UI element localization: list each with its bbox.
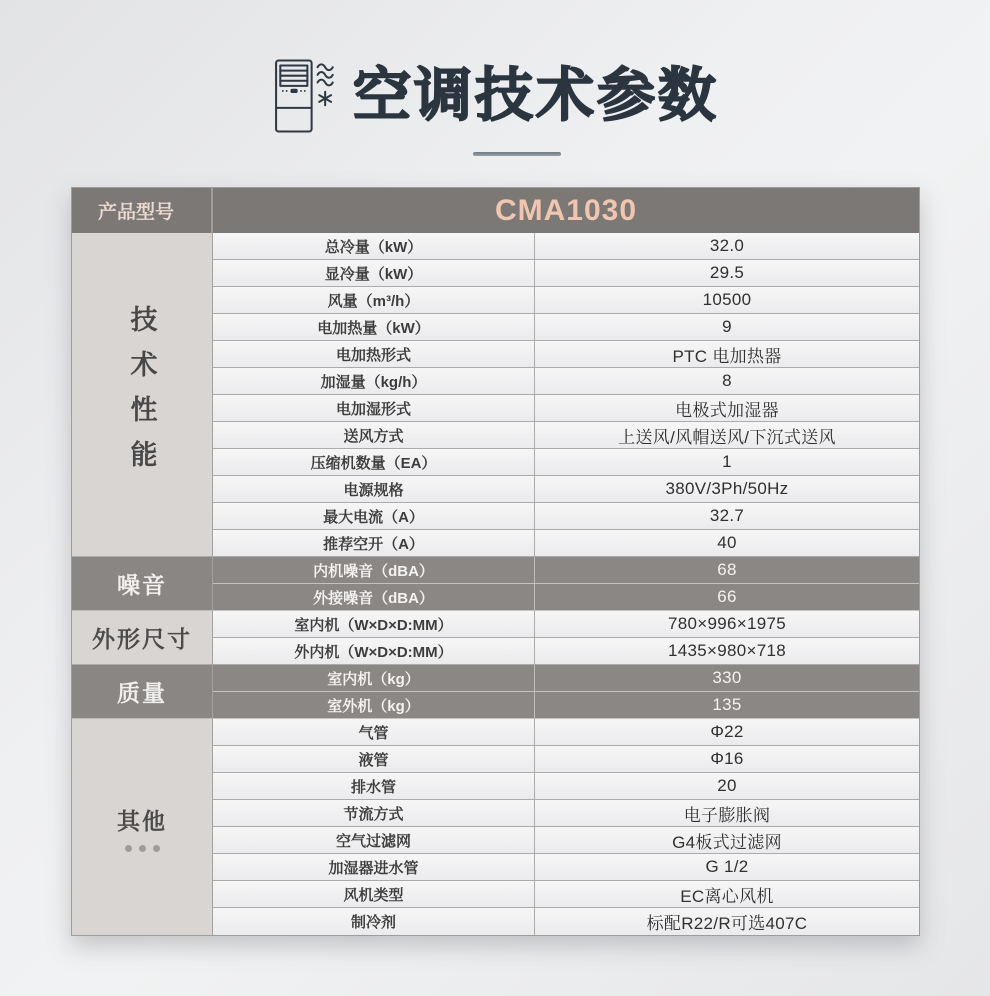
table-row [213, 719, 919, 746]
spec-label: 送风方式 [213, 422, 535, 448]
spec-value: 32.7 [709, 506, 745, 525]
section-noise-rows [213, 557, 919, 611]
table-row [213, 368, 919, 395]
table-row [213, 530, 919, 557]
spec-value: 330 [712, 668, 742, 687]
spec-value: 1435×980×718 [667, 641, 786, 660]
table-row [213, 746, 919, 773]
spec-label: 加湿量（kg/h） [213, 368, 535, 394]
table-row [213, 692, 919, 719]
product-model-label: 产品型号 [72, 188, 213, 233]
section-other-rows [213, 719, 919, 935]
table-row [213, 395, 919, 422]
table-row [213, 881, 919, 908]
section-label: 噪音 [117, 572, 167, 598]
table-row [213, 314, 919, 341]
floor-standing-ac-icon [271, 56, 337, 136]
spec-label: 显冷量（kW） [213, 260, 535, 286]
table-row [213, 422, 919, 449]
table-row [213, 665, 919, 692]
spec-label: 内机噪音（dBA） [213, 557, 535, 583]
spec-label: 总冷量（kW） [213, 233, 535, 259]
table-row [213, 233, 919, 260]
spec-label: 外内机（W×D×D:MM） [213, 638, 535, 664]
spec-label: 空气过滤网 [213, 827, 535, 853]
spec-value: G4板式过滤网 [672, 832, 782, 852]
section-dimensions-rows [213, 611, 919, 665]
title-underline [473, 152, 561, 156]
spec-label: 推荐空开（A） [213, 530, 535, 556]
spec-label: 风机类型 [213, 881, 535, 907]
spec-value: 40 [717, 533, 737, 552]
spec-label: 节流方式 [213, 800, 535, 826]
table-header-row [72, 188, 919, 233]
spec-value: 电极式加湿器 [675, 400, 779, 420]
section-cell-tech [72, 233, 212, 557]
spec-value: 66 [717, 587, 737, 606]
section-label: 外形尺寸 [92, 626, 192, 652]
spec-label: 室内机（W×D×D:MM） [213, 611, 535, 637]
spec-value: 1 [722, 452, 732, 471]
product-model-value: CMA1030 [494, 193, 638, 227]
section-label: 质量 [117, 680, 167, 706]
spec-label: 液管 [213, 746, 535, 772]
spec-label: 外接噪音（dBA） [213, 584, 535, 610]
table-row [213, 341, 919, 368]
table-row [213, 908, 919, 935]
table-row [213, 557, 919, 584]
spec-rows [213, 233, 919, 935]
table-row [213, 584, 919, 611]
section-cell-dimensions [72, 611, 212, 665]
section-weight-rows [213, 665, 919, 719]
table-row [213, 638, 919, 665]
spec-label: 电源规格 [213, 476, 535, 502]
spec-label: 加湿器进水管 [213, 854, 535, 880]
spec-value: G 1/2 [705, 857, 749, 876]
spec-label: 风量（m³/h） [213, 287, 535, 313]
spec-label: 电加热量（kW） [213, 314, 535, 340]
spec-label: 压缩机数量（EA） [213, 449, 535, 475]
spec-value: 780×996×1975 [667, 614, 786, 633]
spec-value: 10500 [702, 290, 752, 309]
section-tech-rows [213, 233, 919, 557]
section-cell-noise [72, 557, 212, 611]
spec-value: 32.0 [709, 236, 745, 255]
spec-value: 380V/3Ph/50Hz [665, 479, 789, 498]
spec-value: 上送风/风帽送风/下沉式送风 [618, 427, 836, 447]
table-row [213, 773, 919, 800]
spec-label: 电加热形式 [213, 341, 535, 367]
spec-value: Φ16 [710, 749, 744, 768]
spec-label: 制冷剂 [213, 908, 535, 935]
spec-value: 电子膨胀阀 [683, 805, 771, 825]
table-row [213, 449, 919, 476]
section-cell-weight [72, 665, 212, 719]
ellipsis-dots-icon [125, 845, 160, 852]
spec-value: 标配R22/R可选407C [646, 914, 808, 933]
spec-label: 最大电流（A） [213, 503, 535, 529]
spec-value: 9 [722, 317, 732, 336]
spec-value: PTC 电加热器 [672, 346, 782, 366]
spec-table [71, 187, 920, 936]
spec-label: 室内机（kg） [213, 665, 535, 691]
table-row [213, 611, 919, 638]
spec-label: 电加湿形式 [213, 395, 535, 421]
table-row [213, 503, 919, 530]
spec-value: 135 [712, 695, 742, 714]
section-label: 技术性能 [126, 304, 157, 485]
spec-label: 室外机（kg） [213, 692, 535, 718]
section-label: 其他 [117, 807, 167, 834]
page-header [0, 56, 990, 156]
table-row [213, 260, 919, 287]
table-row [213, 476, 919, 503]
table-row [213, 287, 919, 314]
spec-value: 8 [722, 371, 732, 390]
section-column [72, 233, 213, 935]
table-row [213, 827, 919, 854]
table-row [213, 800, 919, 827]
spec-value: 20 [717, 776, 737, 795]
section-cell-other [72, 719, 212, 935]
spec-value: 68 [717, 560, 737, 579]
spec-label: 排水管 [213, 773, 535, 799]
spec-value: EC离心风机 [680, 886, 774, 906]
table-row [213, 854, 919, 881]
page-title: 空调技术参数 [352, 63, 719, 128]
spec-value: Φ22 [710, 722, 744, 741]
spec-label: 气管 [213, 719, 535, 745]
spec-value: 29.5 [709, 263, 745, 282]
